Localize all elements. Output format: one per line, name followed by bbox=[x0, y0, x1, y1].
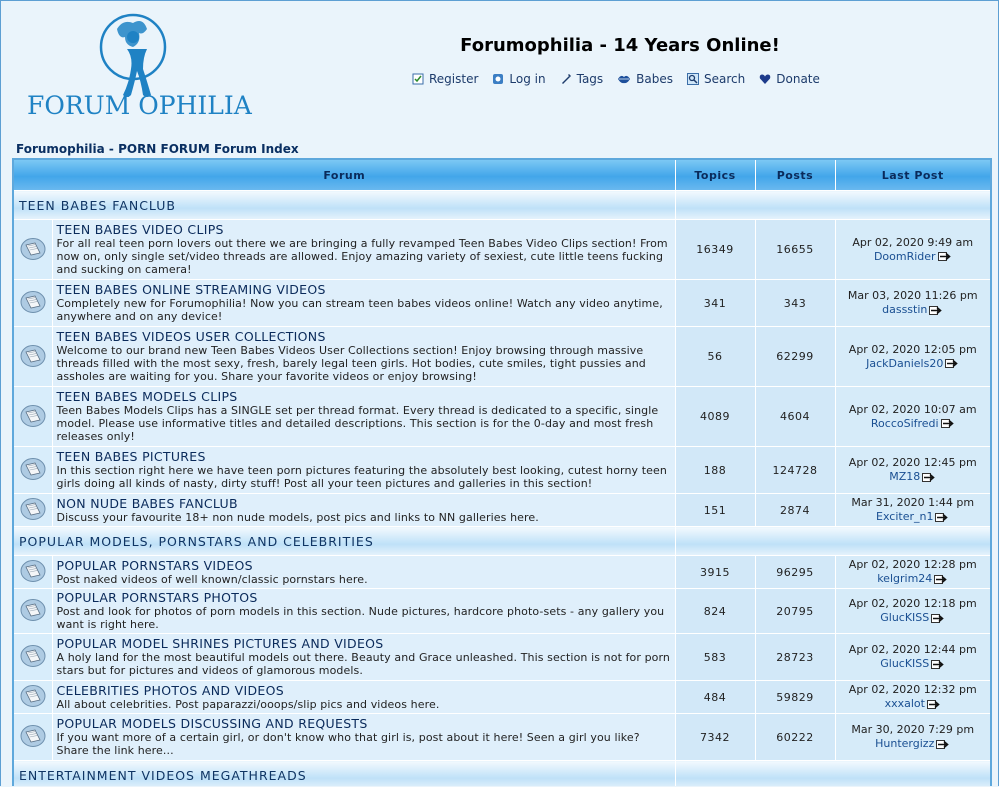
last-post-user-link[interactable]: kelgrim24 bbox=[877, 572, 933, 585]
goto-last-post-link[interactable] bbox=[936, 250, 952, 263]
forum-title-link[interactable]: TEEN BABES VIDEOS USER COLLECTIONS bbox=[56, 329, 326, 344]
header-topics: Topics bbox=[675, 159, 755, 191]
forum-posts-count: 4604 bbox=[755, 387, 835, 447]
nav-babes-label: Babes bbox=[636, 72, 674, 86]
forum-row bbox=[13, 589, 991, 634]
forum-icon-cell bbox=[13, 220, 52, 280]
forum-row bbox=[13, 280, 991, 327]
forum-title-link[interactable]: POPULAR MODEL SHRINES PICTURES AND VIDEOS bbox=[56, 636, 384, 651]
forum-topics-count: 188 bbox=[675, 447, 755, 494]
forum-table-body bbox=[13, 191, 991, 787]
last-post-date: Mar 30, 2020 7:29 pm bbox=[851, 723, 975, 736]
last-post-user-link[interactable]: DoomRider bbox=[873, 249, 936, 263]
category-title[interactable]: TEEN BABES FANCLUB bbox=[13, 191, 675, 220]
nav-search[interactable] bbox=[687, 72, 745, 86]
forum-last-post bbox=[835, 494, 991, 527]
goto-last-post-icon bbox=[927, 700, 941, 709]
forum-folder-icon bbox=[20, 344, 46, 367]
goto-last-post-link[interactable] bbox=[925, 697, 941, 710]
heart-icon bbox=[759, 73, 771, 85]
forum-folder-icon bbox=[20, 457, 46, 480]
last-post-date: Apr 02, 2020 10:07 am bbox=[848, 402, 977, 416]
forum-row bbox=[13, 494, 991, 527]
category-row bbox=[13, 191, 991, 220]
category-title[interactable]: POPULAR MODELS, PORNSTARS AND CELEBRITIES bbox=[13, 527, 675, 556]
forum-title-link[interactable]: POPULAR PORNSTARS PHOTOS bbox=[56, 590, 258, 605]
forum-description: Discuss your favourite 18+ non nude models, post pics and links to NN galleries here. bbox=[56, 510, 539, 524]
forum-posts-count: 343 bbox=[755, 280, 835, 327]
forum-topics-count: 7342 bbox=[675, 714, 755, 761]
goto-last-post-icon bbox=[929, 306, 943, 315]
forum-folder-icon bbox=[20, 497, 46, 520]
goto-last-post-icon bbox=[945, 359, 959, 368]
forum-description: If you want more of a certain girl, or don't know who that girl is, post about it here! Seen a girl you like? Share the link here... bbox=[56, 731, 640, 757]
forum-description: Post and look for photos of porn models in this section. Nude pictures, hardcore photo-sets - any gallery you want is right here. bbox=[56, 605, 665, 631]
forum-posts-count: 96295 bbox=[755, 556, 835, 589]
forum-last-post bbox=[835, 387, 991, 447]
forum-info bbox=[52, 589, 675, 634]
forum-info bbox=[52, 387, 675, 447]
forum-index-table bbox=[12, 158, 992, 786]
forum-folder-icon bbox=[20, 684, 46, 707]
forum-topics-count: 151 bbox=[675, 494, 755, 527]
forum-posts-count: 60222 bbox=[755, 714, 835, 761]
forum-topics-count: 3915 bbox=[675, 556, 755, 589]
goto-last-post-icon bbox=[922, 473, 936, 482]
forum-icon-cell bbox=[13, 447, 52, 494]
forum-row bbox=[13, 634, 991, 681]
goto-last-post-link[interactable] bbox=[929, 611, 945, 624]
forum-description: Completely new for Forumophilia! Now you can stream teen babes videos online! Watch any video anytime, anywhere and on any device! bbox=[56, 297, 663, 323]
forum-folder-icon bbox=[20, 559, 46, 582]
header-forum: Forum bbox=[13, 159, 675, 191]
last-post-user-link[interactable]: JackDaniels20 bbox=[866, 356, 944, 370]
forum-info bbox=[52, 634, 675, 681]
nav-login[interactable] bbox=[492, 72, 545, 86]
goto-last-post-link[interactable] bbox=[932, 572, 948, 585]
category-spacer bbox=[675, 191, 991, 220]
last-post-date: Apr 02, 2020 12:44 pm bbox=[848, 643, 977, 656]
last-post-user-link[interactable]: GlucKISS bbox=[880, 611, 930, 624]
forum-info bbox=[52, 681, 675, 714]
last-post-user-link[interactable]: xxxalot bbox=[884, 697, 925, 710]
forum-icon-cell bbox=[13, 556, 52, 589]
nav-register[interactable] bbox=[412, 72, 478, 86]
category-row bbox=[13, 761, 991, 787]
forum-info bbox=[52, 494, 675, 527]
forum-info bbox=[52, 556, 675, 589]
nav-login-label: Log in bbox=[509, 72, 546, 86]
last-post-date: Mar 03, 2020 11:26 pm bbox=[847, 289, 978, 302]
forum-topics-count: 484 bbox=[675, 681, 755, 714]
forum-folder-icon bbox=[20, 290, 46, 313]
forum-row bbox=[13, 681, 991, 714]
forum-topics-count: 16349 bbox=[675, 220, 755, 280]
forum-description: Post naked videos of well known/classic pornstars here. bbox=[56, 572, 368, 586]
search-icon bbox=[687, 73, 699, 85]
forum-icon-cell bbox=[13, 494, 52, 527]
forum-title-link[interactable]: TEEN BABES PICTURES bbox=[56, 449, 206, 464]
last-post-date: Apr 02, 2020 12:32 pm bbox=[848, 683, 977, 696]
breadcrumb[interactable]: Forumophilia - PORN FORUM Forum Index bbox=[16, 142, 299, 156]
table-header-row bbox=[13, 159, 991, 191]
goto-last-post-link[interactable] bbox=[920, 470, 936, 483]
forum-posts-count: 124728 bbox=[755, 447, 835, 494]
header-posts: Posts bbox=[755, 159, 835, 191]
lips-icon bbox=[617, 73, 631, 85]
forum-description: Teen Babes Models Clips has a SINGLE set per thread format. Every thread is dedicated to a specific, single model. Please use informative titles and detailed descriptions. This section is for the 0-day and most fresh releases only! bbox=[56, 404, 659, 443]
goto-last-post-icon bbox=[935, 513, 949, 522]
category-spacer bbox=[675, 761, 991, 787]
goto-last-post-icon bbox=[936, 740, 950, 749]
forum-icon-cell bbox=[13, 327, 52, 387]
forum-last-post bbox=[835, 714, 991, 761]
forum-icon-cell bbox=[13, 634, 52, 681]
goto-last-post-icon bbox=[934, 575, 948, 584]
site-title: Forumophilia - 14 Years Online! bbox=[460, 35, 780, 56]
nav-search-label: Search bbox=[704, 72, 746, 86]
forum-icon-cell bbox=[13, 589, 52, 634]
forum-title-link[interactable]: CELEBRITIES PHOTOS AND VIDEOS bbox=[56, 682, 284, 698]
forum-posts-count: 20795 bbox=[755, 589, 835, 634]
forum-topics-count: 56 bbox=[675, 327, 755, 387]
forum-last-post bbox=[835, 681, 991, 714]
forum-description: A holy land for the most beautiful models out there. Beauty and Grace unleashed. This section is not for porn stars but for pictures and videos of glamorous models. bbox=[56, 651, 671, 677]
forum-posts-count: 2874 bbox=[755, 494, 835, 527]
forum-posts-count: 16655 bbox=[755, 220, 835, 280]
goto-last-post-link[interactable] bbox=[929, 657, 945, 670]
last-post-date: Apr 02, 2020 9:49 am bbox=[852, 235, 974, 249]
category-row bbox=[13, 527, 991, 556]
forum-last-post bbox=[835, 447, 991, 494]
goto-last-post-link[interactable] bbox=[934, 737, 950, 750]
nav-donate[interactable] bbox=[759, 72, 820, 86]
forum-description: For all real teen porn lovers out there we are bringing a fully revamped Teen Babes Video Clips section! From now on, only single set/video threads are allowed. Enjoy amazing variety of sexiest, cute little teens fucking and sucking on camera! bbox=[56, 237, 668, 276]
forum-info bbox=[52, 220, 675, 280]
goto-last-post-icon bbox=[931, 660, 945, 669]
forum-topics-count: 4089 bbox=[675, 387, 755, 447]
forum-description: In this section right here we have teen porn pictures featuring the absolutely best looking, cutest horny teen girls doing all kinds of nasty, dirty stuff! Post all your teen pictures and galleries in this section! bbox=[56, 464, 667, 490]
last-post-user-link[interactable]: Exciter_n1 bbox=[876, 510, 934, 523]
forum-description: Welcome to our brand new Teen Babes Videos User Collections section! Enjoy browsing through massive threads filled with the most sexy, fresh, barely legal teen girls. Hot bodies, cute smiles, tight pussies and assholes are waiting for you. Share your favorite videos or enjoy browsing! bbox=[56, 344, 646, 383]
forum-last-post bbox=[835, 280, 991, 327]
forum-title-link[interactable]: NON NUDE BABES FANCLUB bbox=[56, 495, 238, 511]
last-post-user-link[interactable]: Huntergizz bbox=[875, 737, 935, 750]
forum-icon-cell bbox=[13, 280, 52, 327]
forum-icon-cell bbox=[13, 714, 52, 761]
goto-last-post-icon bbox=[931, 614, 945, 623]
top-nav bbox=[412, 72, 834, 86]
forum-title-link[interactable]: TEEN BABES ONLINE STREAMING VIDEOS bbox=[56, 282, 326, 297]
nav-babes[interactable] bbox=[617, 72, 673, 86]
nav-tags[interactable] bbox=[560, 72, 604, 86]
logo-text: FORUM OPHILIA bbox=[27, 91, 252, 120]
last-post-user-link[interactable]: GlucKISS bbox=[880, 657, 930, 670]
forum-title-link[interactable]: POPULAR PORNSTARS VIDEOS bbox=[56, 557, 253, 573]
forum-posts-count: 59829 bbox=[755, 681, 835, 714]
forum-info bbox=[52, 714, 675, 761]
forum-last-post bbox=[835, 589, 991, 634]
forum-row bbox=[13, 556, 991, 589]
login-icon bbox=[492, 73, 504, 85]
forum-title-link[interactable]: TEEN BABES VIDEO CLIPS bbox=[56, 222, 224, 237]
last-post-user-link[interactable]: RoccoSifredi bbox=[870, 416, 939, 430]
forum-title-link[interactable]: POPULAR MODELS DISCUSSING AND REQUESTS bbox=[56, 716, 368, 731]
forum-last-post bbox=[835, 556, 991, 589]
last-post-date: Apr 02, 2020 12:45 pm bbox=[848, 456, 977, 469]
forum-info bbox=[52, 280, 675, 327]
forum-topics-count: 341 bbox=[675, 280, 755, 327]
header-last-post: Last Post bbox=[835, 159, 991, 191]
register-icon bbox=[412, 73, 424, 85]
nav-donate-label: Donate bbox=[776, 72, 820, 86]
site-logo[interactable] bbox=[23, 9, 253, 125]
forum-info bbox=[52, 447, 675, 494]
category-title[interactable]: ENTERTAINMENT VIDEOS MEGATHREADS bbox=[13, 761, 675, 787]
nav-tags-label: Tags bbox=[576, 72, 604, 86]
last-post-date: Apr 02, 2020 12:18 pm bbox=[848, 597, 977, 610]
forum-last-post bbox=[835, 634, 991, 681]
last-post-date: Mar 31, 2020 1:44 pm bbox=[851, 496, 975, 509]
forum-posts-count: 28723 bbox=[755, 634, 835, 681]
category-spacer bbox=[675, 527, 991, 556]
goto-last-post-link[interactable] bbox=[943, 357, 959, 370]
forum-folder-icon bbox=[20, 724, 46, 747]
forum-folder-icon bbox=[20, 598, 46, 621]
forum-last-post bbox=[835, 327, 991, 387]
forum-row bbox=[13, 387, 991, 447]
last-post-user-link[interactable]: MZ18 bbox=[889, 470, 921, 483]
forum-title-link[interactable]: TEEN BABES MODELS CLIPS bbox=[56, 389, 238, 404]
forum-folder-icon bbox=[20, 404, 46, 427]
last-post-date: Apr 02, 2020 12:28 pm bbox=[848, 558, 977, 571]
forum-icon-cell bbox=[13, 387, 52, 447]
nav-register-label: Register bbox=[429, 72, 479, 86]
forum-row bbox=[13, 327, 991, 387]
goto-last-post-link[interactable] bbox=[933, 510, 949, 523]
forum-topics-count: 583 bbox=[675, 634, 755, 681]
forum-description: All about celebrities. Post paparazzi/ooops/slip pics and videos here. bbox=[56, 697, 440, 711]
forum-row bbox=[13, 447, 991, 494]
goto-last-post-icon bbox=[941, 419, 955, 428]
forum-info bbox=[52, 327, 675, 387]
goto-last-post-icon bbox=[938, 252, 952, 261]
forum-row bbox=[13, 714, 991, 761]
forum-last-post bbox=[835, 220, 991, 280]
tags-icon bbox=[560, 73, 572, 85]
forum-row bbox=[13, 220, 991, 280]
last-post-date: Apr 02, 2020 12:05 pm bbox=[848, 342, 977, 356]
forum-folder-icon bbox=[20, 237, 46, 260]
goto-last-post-link[interactable] bbox=[939, 417, 955, 430]
goto-last-post-link[interactable] bbox=[927, 303, 943, 316]
forum-posts-count: 62299 bbox=[755, 327, 835, 387]
last-post-user-link[interactable]: dassstin bbox=[882, 303, 928, 316]
forum-topics-count: 824 bbox=[675, 589, 755, 634]
forum-folder-icon bbox=[20, 644, 46, 667]
forum-icon-cell bbox=[13, 681, 52, 714]
